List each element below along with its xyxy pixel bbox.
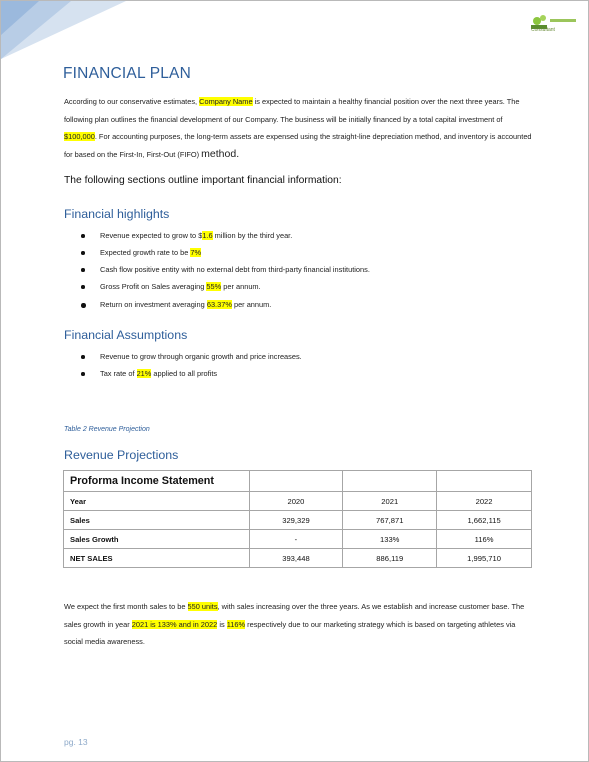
logo-text: Consultant xyxy=(531,27,555,33)
units-highlight: 550 units xyxy=(187,602,218,611)
table-cell: - xyxy=(249,530,343,549)
bullet-icon xyxy=(81,268,85,272)
row-label: Year xyxy=(64,492,250,511)
intro-text-2: is expected to maintain a healthy financial position over the next three years. The following plan outlines the financial development of our Company. The business will be initially financed by a total capital investment of xyxy=(64,97,520,124)
row-label: Sales xyxy=(64,511,250,530)
company-name-highlight: Company Name xyxy=(199,97,253,106)
table-row xyxy=(64,492,532,511)
closing-paragraph xyxy=(64,598,536,651)
row-label: NET SALES xyxy=(64,549,250,568)
closing-text-3: is xyxy=(217,619,227,629)
table-cell: 767,871 xyxy=(343,511,437,530)
table-title-row xyxy=(64,471,532,492)
bullet-icon xyxy=(81,251,85,255)
table-cell: 329,329 xyxy=(249,511,343,530)
table-cell: 1,662,115 xyxy=(437,511,532,530)
table-cell: 133% xyxy=(343,530,437,549)
page-title: FINANCIAL PLAN xyxy=(63,65,191,82)
lead-sentence: The following sections outline important financial information: xyxy=(64,175,342,186)
income-statement-table xyxy=(63,470,532,568)
list-item: Revenue to grow through organic growth and price increases. xyxy=(81,348,302,365)
list-item: Gross Profit on Sales averaging 55% per annum. xyxy=(81,278,370,295)
table-cell: 1,995,710 xyxy=(437,549,532,568)
growth-highlight: 2021 is 133% and in 2022 xyxy=(131,619,218,629)
table-title: Proforma Income Statement xyxy=(64,471,250,492)
intro-text-3: . For accounting purposes, the long-term assets are expensed using the straight-line depreciation method, and inventory is accounted for based on the First-In, First-Out (FIFO) xyxy=(64,132,532,159)
table-cell xyxy=(437,471,532,492)
highlights-list xyxy=(81,227,370,315)
capital-investment-highlight: $100,000 xyxy=(64,132,95,141)
table-cell: 2020 xyxy=(249,492,343,511)
closing-text-4: respectively due to our marketing strategy which is based on targeting athletes via social media awareness. xyxy=(64,619,516,646)
intro-text-1: According to our conservative estimates, xyxy=(64,97,200,106)
financial-highlights-heading: Financial highlights xyxy=(64,207,170,221)
list-item: Revenue expected to grow to $1.6 million by the third year. xyxy=(81,227,370,244)
row-label: Sales Growth xyxy=(64,530,250,549)
table-cell: 886,119 xyxy=(343,549,437,568)
list-item: Return on investment averaging 63.37% per annum. xyxy=(81,295,370,315)
intro-text-4: method. xyxy=(201,147,240,160)
table-row xyxy=(64,511,532,530)
table-cell xyxy=(249,471,343,492)
bullet-icon xyxy=(81,355,85,359)
table-row xyxy=(64,530,532,549)
page-number: pg. 13 xyxy=(64,737,88,747)
corner-decoration xyxy=(1,1,126,59)
list-item: Tax rate of 21% applied to all profits xyxy=(81,365,302,382)
closing-text-2: , with sales increasing over the three years. As we establish and increase customer base. The sales growth in year xyxy=(64,602,525,629)
table-cell xyxy=(343,471,437,492)
bullet-icon xyxy=(81,285,85,289)
closing-text-1: We expect the first month sales to be xyxy=(64,602,188,611)
table-caption: Table 2 Revenue Projection xyxy=(64,426,150,433)
table-cell: 2022 xyxy=(437,492,532,511)
bullet-icon xyxy=(81,372,85,376)
bullet-icon xyxy=(81,234,85,238)
revenue-projections-heading: Revenue Projections xyxy=(64,448,179,462)
list-item: Expected growth rate to be 7% xyxy=(81,244,370,261)
bullet-icon xyxy=(81,303,86,308)
intro-paragraph xyxy=(64,93,534,163)
table-row xyxy=(64,549,532,568)
list-item: Cash flow positive entity with no external debt from third-party financial institutions. xyxy=(81,261,370,278)
financial-assumptions-heading: Financial Assumptions xyxy=(64,328,188,342)
assumptions-list xyxy=(81,348,302,382)
table-cell: 116% xyxy=(437,530,532,549)
growth-2022-highlight: 116% xyxy=(226,619,246,629)
table-cell: 393,448 xyxy=(249,549,343,568)
table-cell: 2021 xyxy=(343,492,437,511)
